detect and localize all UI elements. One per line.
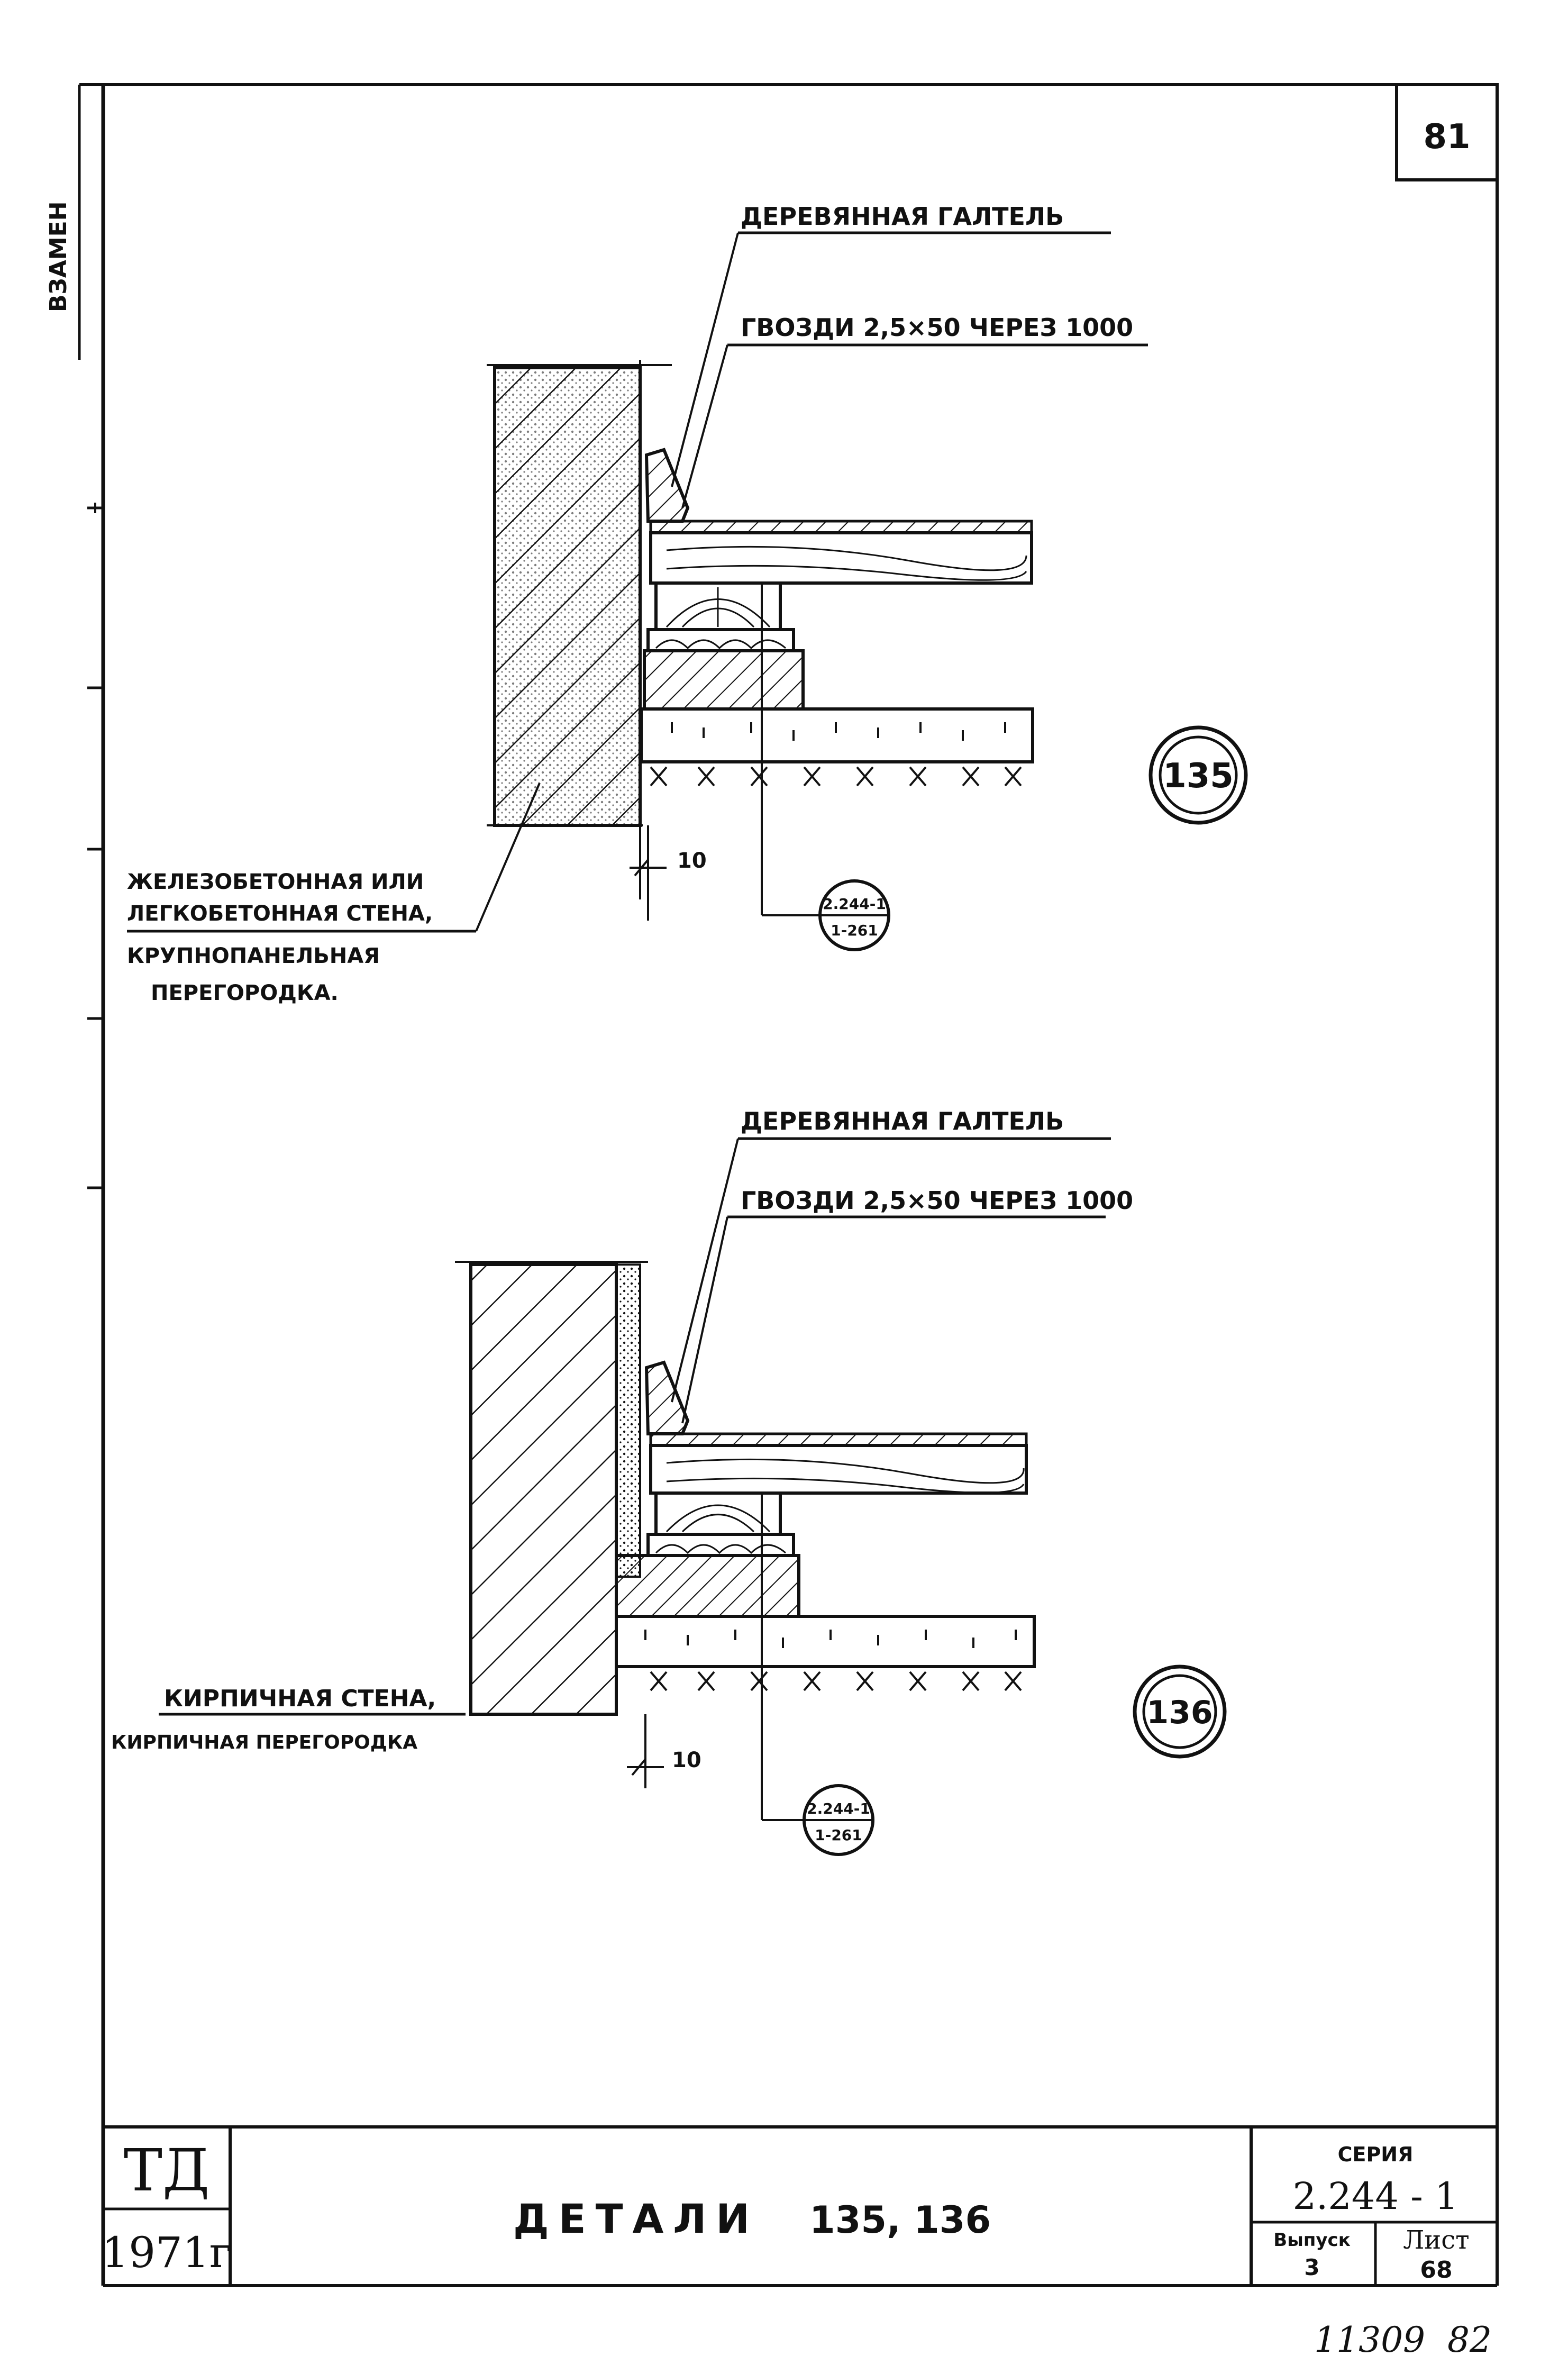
wood-fillet xyxy=(646,450,688,521)
detail-136 xyxy=(111,1107,1225,1854)
brick-post xyxy=(616,1556,799,1616)
wall-label-135-line4: ПЕРЕГОРОДКА. xyxy=(151,981,339,1005)
sheet-title: ДЕТАЛИ xyxy=(513,2195,759,2242)
svg-text:2.244-1: 2.244-1 xyxy=(807,1800,870,1817)
wall-label-135-line1: ЖЕЛЕЗОБЕТОННАЯ ИЛИ xyxy=(127,870,424,894)
floor-joist xyxy=(651,533,1032,583)
year: 1971г xyxy=(102,2228,232,2277)
side-stamp: ВЗАМЕН xyxy=(45,201,72,312)
dimension-136: 10 xyxy=(672,1748,701,1772)
floor-board xyxy=(651,1434,1026,1445)
section-reference-136 xyxy=(804,1786,873,1854)
svg-text:1-261: 1-261 xyxy=(815,1826,862,1844)
detail-number-136 xyxy=(1135,1667,1225,1757)
plaster-layer xyxy=(616,1265,640,1577)
issue-value: 3 xyxy=(1304,2254,1320,2280)
wall-label-136-line2: КИРПИЧНАЯ ПЕРЕГОРОДКА xyxy=(111,1732,418,1753)
sheet-value: 68 xyxy=(1420,2257,1453,2284)
svg-text:2.244-1: 2.244-1 xyxy=(823,895,886,913)
section-reference-135 xyxy=(820,881,889,950)
floor-board xyxy=(651,521,1032,533)
svg-text:135: 135 xyxy=(1163,757,1234,796)
detail-number-135 xyxy=(1151,727,1246,823)
sheet-frame xyxy=(79,85,1497,2286)
label-fillet-135: ДЕРЕВЯННАЯ ГАЛТЕЛЬ xyxy=(741,202,1064,231)
base-slab xyxy=(641,709,1033,762)
dimension-135: 10 xyxy=(677,849,707,873)
wall-label-136-line1: КИРПИЧНАЯ СТЕНА, xyxy=(164,1685,436,1712)
svg-text:1-261: 1-261 xyxy=(831,922,878,939)
wall-label-135-line3: КРУПНОПАНЕЛЬНАЯ xyxy=(127,944,380,968)
wall-label-135-line2: ЛЕГКОБЕТОННАЯ СТЕНА, xyxy=(127,902,433,926)
detail-135 xyxy=(127,202,1246,1005)
series-label: СЕРИЯ xyxy=(1337,2143,1414,2166)
base-slab xyxy=(616,1616,1034,1667)
footer-numbers: 11309 82 xyxy=(1314,2320,1492,2360)
page-number: 81 xyxy=(1423,117,1471,157)
floor-joist xyxy=(651,1445,1026,1493)
title-block xyxy=(102,2127,1497,2286)
sheet-label: Лист xyxy=(1403,2225,1470,2255)
brick-post xyxy=(644,651,803,709)
label-nails-136: ГВОЗДИ 2,5×50 ЧЕРЕЗ 1000 xyxy=(741,1186,1134,1215)
svg-text:136: 136 xyxy=(1146,1694,1213,1731)
org-mark: ТД xyxy=(123,2136,210,2204)
brick-wall xyxy=(471,1265,616,1714)
issue-label: Выпуск xyxy=(1273,2230,1351,2251)
page-number-box xyxy=(1397,85,1497,180)
label-fillet-136: ДЕРЕВЯННАЯ ГАЛТЕЛЬ xyxy=(741,1107,1064,1135)
wood-fillet xyxy=(646,1362,688,1434)
label-nails-135: ГВОЗДИ 2,5×50 ЧЕРЕЗ 1000 xyxy=(741,313,1134,342)
sheet-title-numbers: 135, 136 xyxy=(809,2198,991,2242)
series-value: 2.244 - 1 xyxy=(1292,2175,1458,2218)
